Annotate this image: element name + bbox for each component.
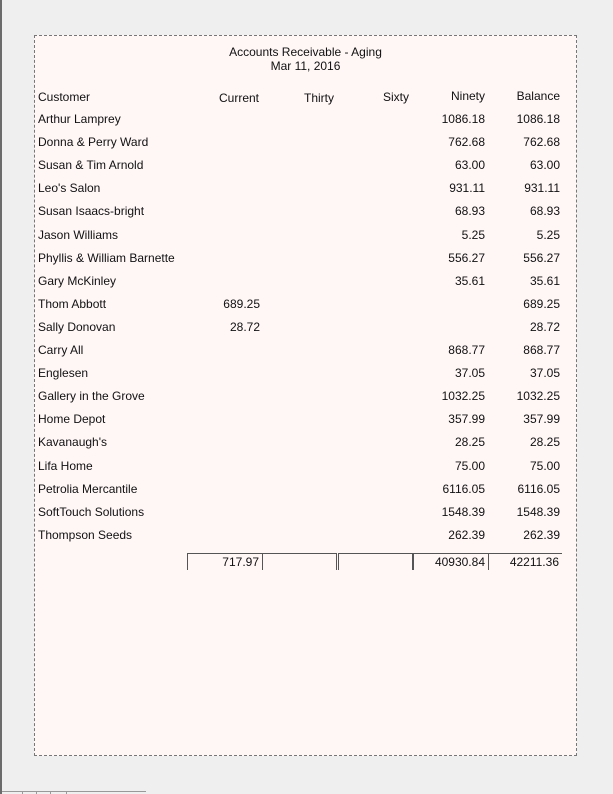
cell-balance: 689.25 xyxy=(523,297,560,311)
cell-customer: Home Depot xyxy=(38,412,106,426)
cell-customer: Susan Isaacs-bright xyxy=(38,204,145,218)
column-header-thirty: Thirty xyxy=(304,91,334,105)
cell-ninety: 931.11 xyxy=(449,181,485,195)
cell-balance: 28.25 xyxy=(529,435,560,449)
cell-balance: 35.61 xyxy=(529,274,560,288)
cell-ninety: 1548.39 xyxy=(441,505,485,519)
cell-customer: Jason Williams xyxy=(38,228,119,242)
cell-ninety: 68.93 xyxy=(454,204,485,218)
cell-ninety: 6116.05 xyxy=(442,482,485,496)
cell-ninety: 37.05 xyxy=(454,366,485,380)
cell-balance: 6116.05 xyxy=(517,482,560,496)
cell-ninety: 1032.25 xyxy=(441,389,485,403)
cell-ninety: 75.00 xyxy=(454,459,485,473)
column-header-sixty: Sixty xyxy=(383,90,410,104)
cell-ninety: 556.27 xyxy=(448,251,485,265)
cell-customer: Englesen xyxy=(38,366,89,380)
cell-ninety: 35.61 xyxy=(454,274,485,288)
column-header-balance: Balance xyxy=(516,89,560,103)
cell-ninety: 5.25 xyxy=(461,228,485,242)
column-header-customer: Customer xyxy=(38,90,91,104)
cell-customer: Gary McKinley xyxy=(38,274,117,288)
cell-balance: 1086.18 xyxy=(516,112,560,126)
cell-customer: Donna & Perry Ward xyxy=(38,135,149,149)
cell-balance: 63.00 xyxy=(529,158,560,172)
cell-customer: Thom Abbott xyxy=(38,297,107,311)
cell-customer: Carry All xyxy=(38,343,84,357)
column-header-ninety: Ninety xyxy=(450,89,485,103)
cell-customer: Gallery in the Grove xyxy=(38,389,145,403)
cell-customer: Leo's Salon xyxy=(38,181,101,195)
total-balance: 42211.36 xyxy=(489,553,562,570)
cell-balance: 762.68 xyxy=(523,135,560,149)
total-current: 717.97 xyxy=(187,553,263,570)
cell-ninety: 1086.18 xyxy=(441,112,485,126)
cell-ninety: 63.00 xyxy=(454,158,485,172)
cell-balance: 1548.39 xyxy=(516,505,560,519)
cell-balance: 262.39 xyxy=(523,528,560,542)
cell-customer: Lifa Home xyxy=(38,459,93,473)
total-thirty xyxy=(263,553,337,570)
cell-customer: Susan & Tim Arnold xyxy=(38,158,144,172)
report-page xyxy=(34,35,577,756)
cell-ninety: 262.39 xyxy=(448,528,485,542)
report-date: Mar 11, 2016 xyxy=(270,59,341,73)
cell-customer: Thompson Seeds xyxy=(38,528,133,542)
total-ninety: 40930.84 xyxy=(413,553,489,570)
cell-balance: 68.93 xyxy=(529,204,560,218)
cell-ninety: 762.68 xyxy=(448,135,485,149)
cell-customer: Arthur Lamprey xyxy=(38,112,121,126)
cell-customer: Sally Donovan xyxy=(38,320,116,334)
cell-balance: 931.11 xyxy=(524,181,560,195)
cell-balance: 37.05 xyxy=(529,366,560,380)
cell-ninety: 868.77 xyxy=(448,343,485,357)
total-sixty xyxy=(338,553,413,570)
cell-balance: 556.27 xyxy=(523,251,560,265)
cell-balance: 868.77 xyxy=(523,343,560,357)
cell-balance: 357.99 xyxy=(523,412,560,426)
window-left-edge xyxy=(0,0,2,794)
cell-ninety: 28.25 xyxy=(454,435,485,449)
cell-customer: Petrolia Mercantile xyxy=(38,482,138,496)
cell-ninety: 357.99 xyxy=(448,412,485,426)
cell-customer: Kavanaugh's xyxy=(38,435,108,449)
cell-current: 689.25 xyxy=(223,297,260,311)
cell-customer: SoftTouch Solutions xyxy=(38,505,145,519)
cell-balance: 28.72 xyxy=(529,320,560,334)
cell-balance: 1032.25 xyxy=(516,389,560,403)
column-header-current: Current xyxy=(219,91,260,105)
cell-balance: 75.00 xyxy=(529,459,560,473)
report-title: Accounts Receivable - Aging xyxy=(229,45,382,59)
cell-customer: Phyllis & William Barnette xyxy=(38,251,175,265)
cell-current: 28.72 xyxy=(229,320,260,334)
cell-balance: 5.25 xyxy=(536,228,560,242)
